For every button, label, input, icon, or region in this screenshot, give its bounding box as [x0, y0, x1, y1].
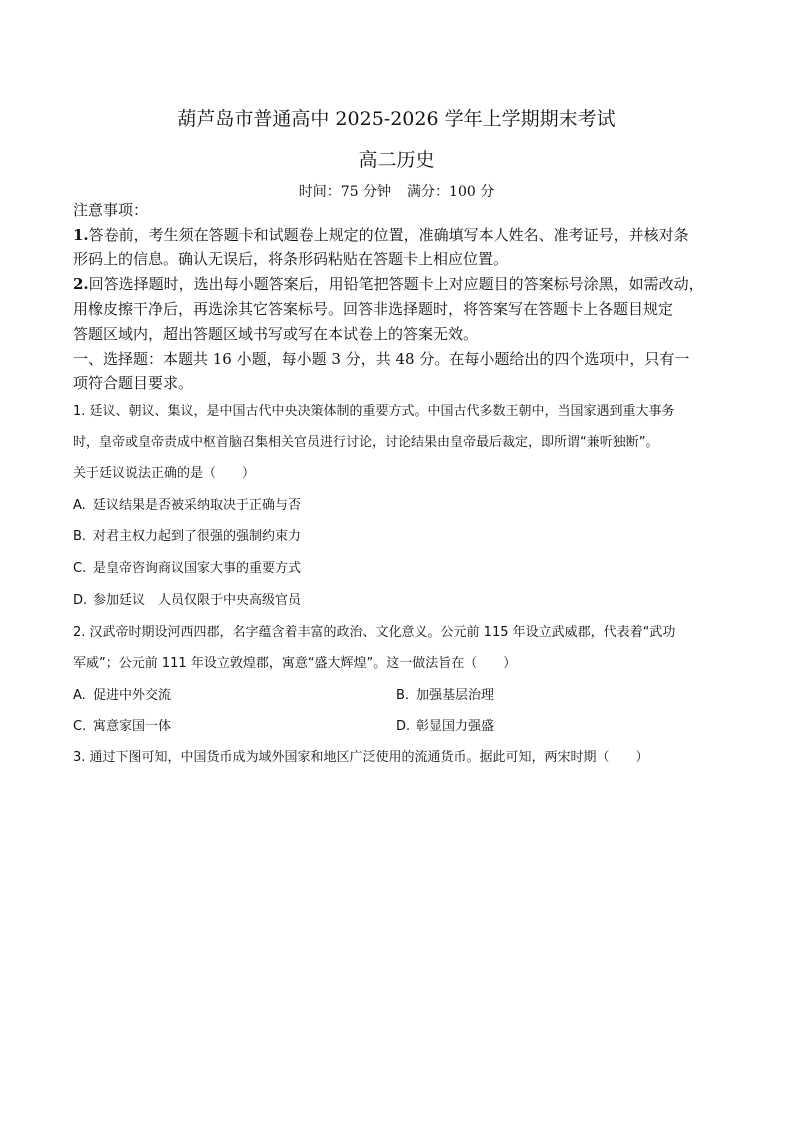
notice-item-2-cont-2: 答题区域内，超出答题区域书写或写在本试卷上的答案无效。: [73, 325, 479, 343]
option-label: B.: [73, 529, 87, 544]
exam-score: 满分：100 分: [407, 184, 495, 200]
exam-time: 时间：75 分钟: [298, 184, 392, 200]
question-2-option-d[interactable]: [396, 717, 494, 737]
notice-item-2: [73, 271, 733, 297]
option-label: C.: [73, 561, 87, 576]
option-text: 彰显国力强盛: [416, 719, 495, 734]
option-label: A.: [73, 498, 86, 513]
option-text: 促进中外交流: [93, 688, 172, 703]
question-2-option-c[interactable]: [73, 719, 171, 734]
section-heading: 一、选择题：本题共 16 小题，每小题 3 分，共 48 分。在每小题给出的四个选项中，只有一: [73, 350, 690, 368]
option-label: C.: [73, 719, 87, 734]
section-heading-cont: 项符合题目要求。: [73, 374, 194, 392]
notice-heading: 注意事项：: [73, 201, 149, 219]
option-text: 参加廷议 人员仅限于中央高级官员: [93, 593, 302, 608]
option-text: 廷议结果是否被采纳取决于正确与否: [93, 498, 302, 513]
question-2-options-row-1: [73, 686, 733, 706]
option-text: 加强基层治理: [416, 688, 495, 703]
question-2-options-row-2: [73, 717, 733, 737]
notice-item-2-text: 回答选择题时，选出每小题答案后，用铅笔把答题卡上对应题目的答案标号涂黑，如需改动，: [88, 275, 704, 293]
exam-subject: 高二历史: [358, 149, 435, 171]
option-text: 寓意家国一体: [93, 719, 172, 734]
notice-item-2-number: 2.: [73, 275, 89, 293]
exam-title: 葫芦岛市普通高中 2025-2026 学年上学期期末考试: [177, 108, 616, 130]
question-1-option-b[interactable]: [73, 527, 733, 547]
notice-item-1-text: 答卷前，考生须在答题卡和试题卷上规定的位置，准确填写本人姓名、准考证号，并核对条: [88, 226, 689, 244]
option-label: D.: [396, 719, 411, 734]
option-label: A.: [73, 688, 86, 703]
question-1-option-d[interactable]: [73, 591, 733, 611]
question-1-stem: 1. 廷议、朝议、集议，是中国古代中央决策体制的重要方式。中国古代多数王朝中，当国家遇到重大事务: [73, 404, 675, 419]
option-label: B.: [396, 688, 410, 703]
question-1-option-a[interactable]: [73, 496, 733, 516]
notice-item-2-cont-1: 用橡皮擦干净后，再选涂其它答案标号。回答非选择题时，将答案写在答题卡上各题目规定: [73, 300, 674, 318]
question-1-prompt: 关于廷议说法正确的是（ ）: [73, 466, 256, 481]
option-text: 对君主权力起到了很强的强制约束力: [93, 529, 302, 544]
question-2-option-a[interactable]: [73, 688, 171, 703]
question-1-option-c[interactable]: [73, 559, 733, 579]
notice-item-1-number: 1.: [73, 226, 89, 244]
question-3-stem: 3. 通过下图可知，中国货币成为域外国家和地区广泛使用的流通货币。据此可知，两宋时期（ ）: [73, 750, 649, 765]
option-label: D.: [73, 593, 88, 608]
option-text: 是皇帝咨询商议国家大事的重要方式: [93, 561, 302, 576]
notice-item-1: [73, 222, 733, 248]
notice-item-1-cont: 形码上的信息。确认无误后，将条形码粘贴在答题卡上相应位置。: [73, 250, 509, 268]
question-1-stem-cont: 时，皇帝或皇帝责成中枢首脑召集相关官员进行讨论，讨论结果由皇帝最后裁定，即所谓“兼听独断”。: [73, 435, 659, 450]
question-2-stem-cont: 军威”；公元前 111 年设立敦煌郡，寓意“盛大辉煌”。这一做法旨在（ ）: [73, 656, 517, 671]
question-2-option-b[interactable]: [396, 686, 494, 706]
question-2-stem: 2. 汉武帝时期设河西四郡，名字蕴含着丰富的政治、文化意义。公元前 115 年设立武威郡，代表着“武功: [73, 625, 676, 640]
